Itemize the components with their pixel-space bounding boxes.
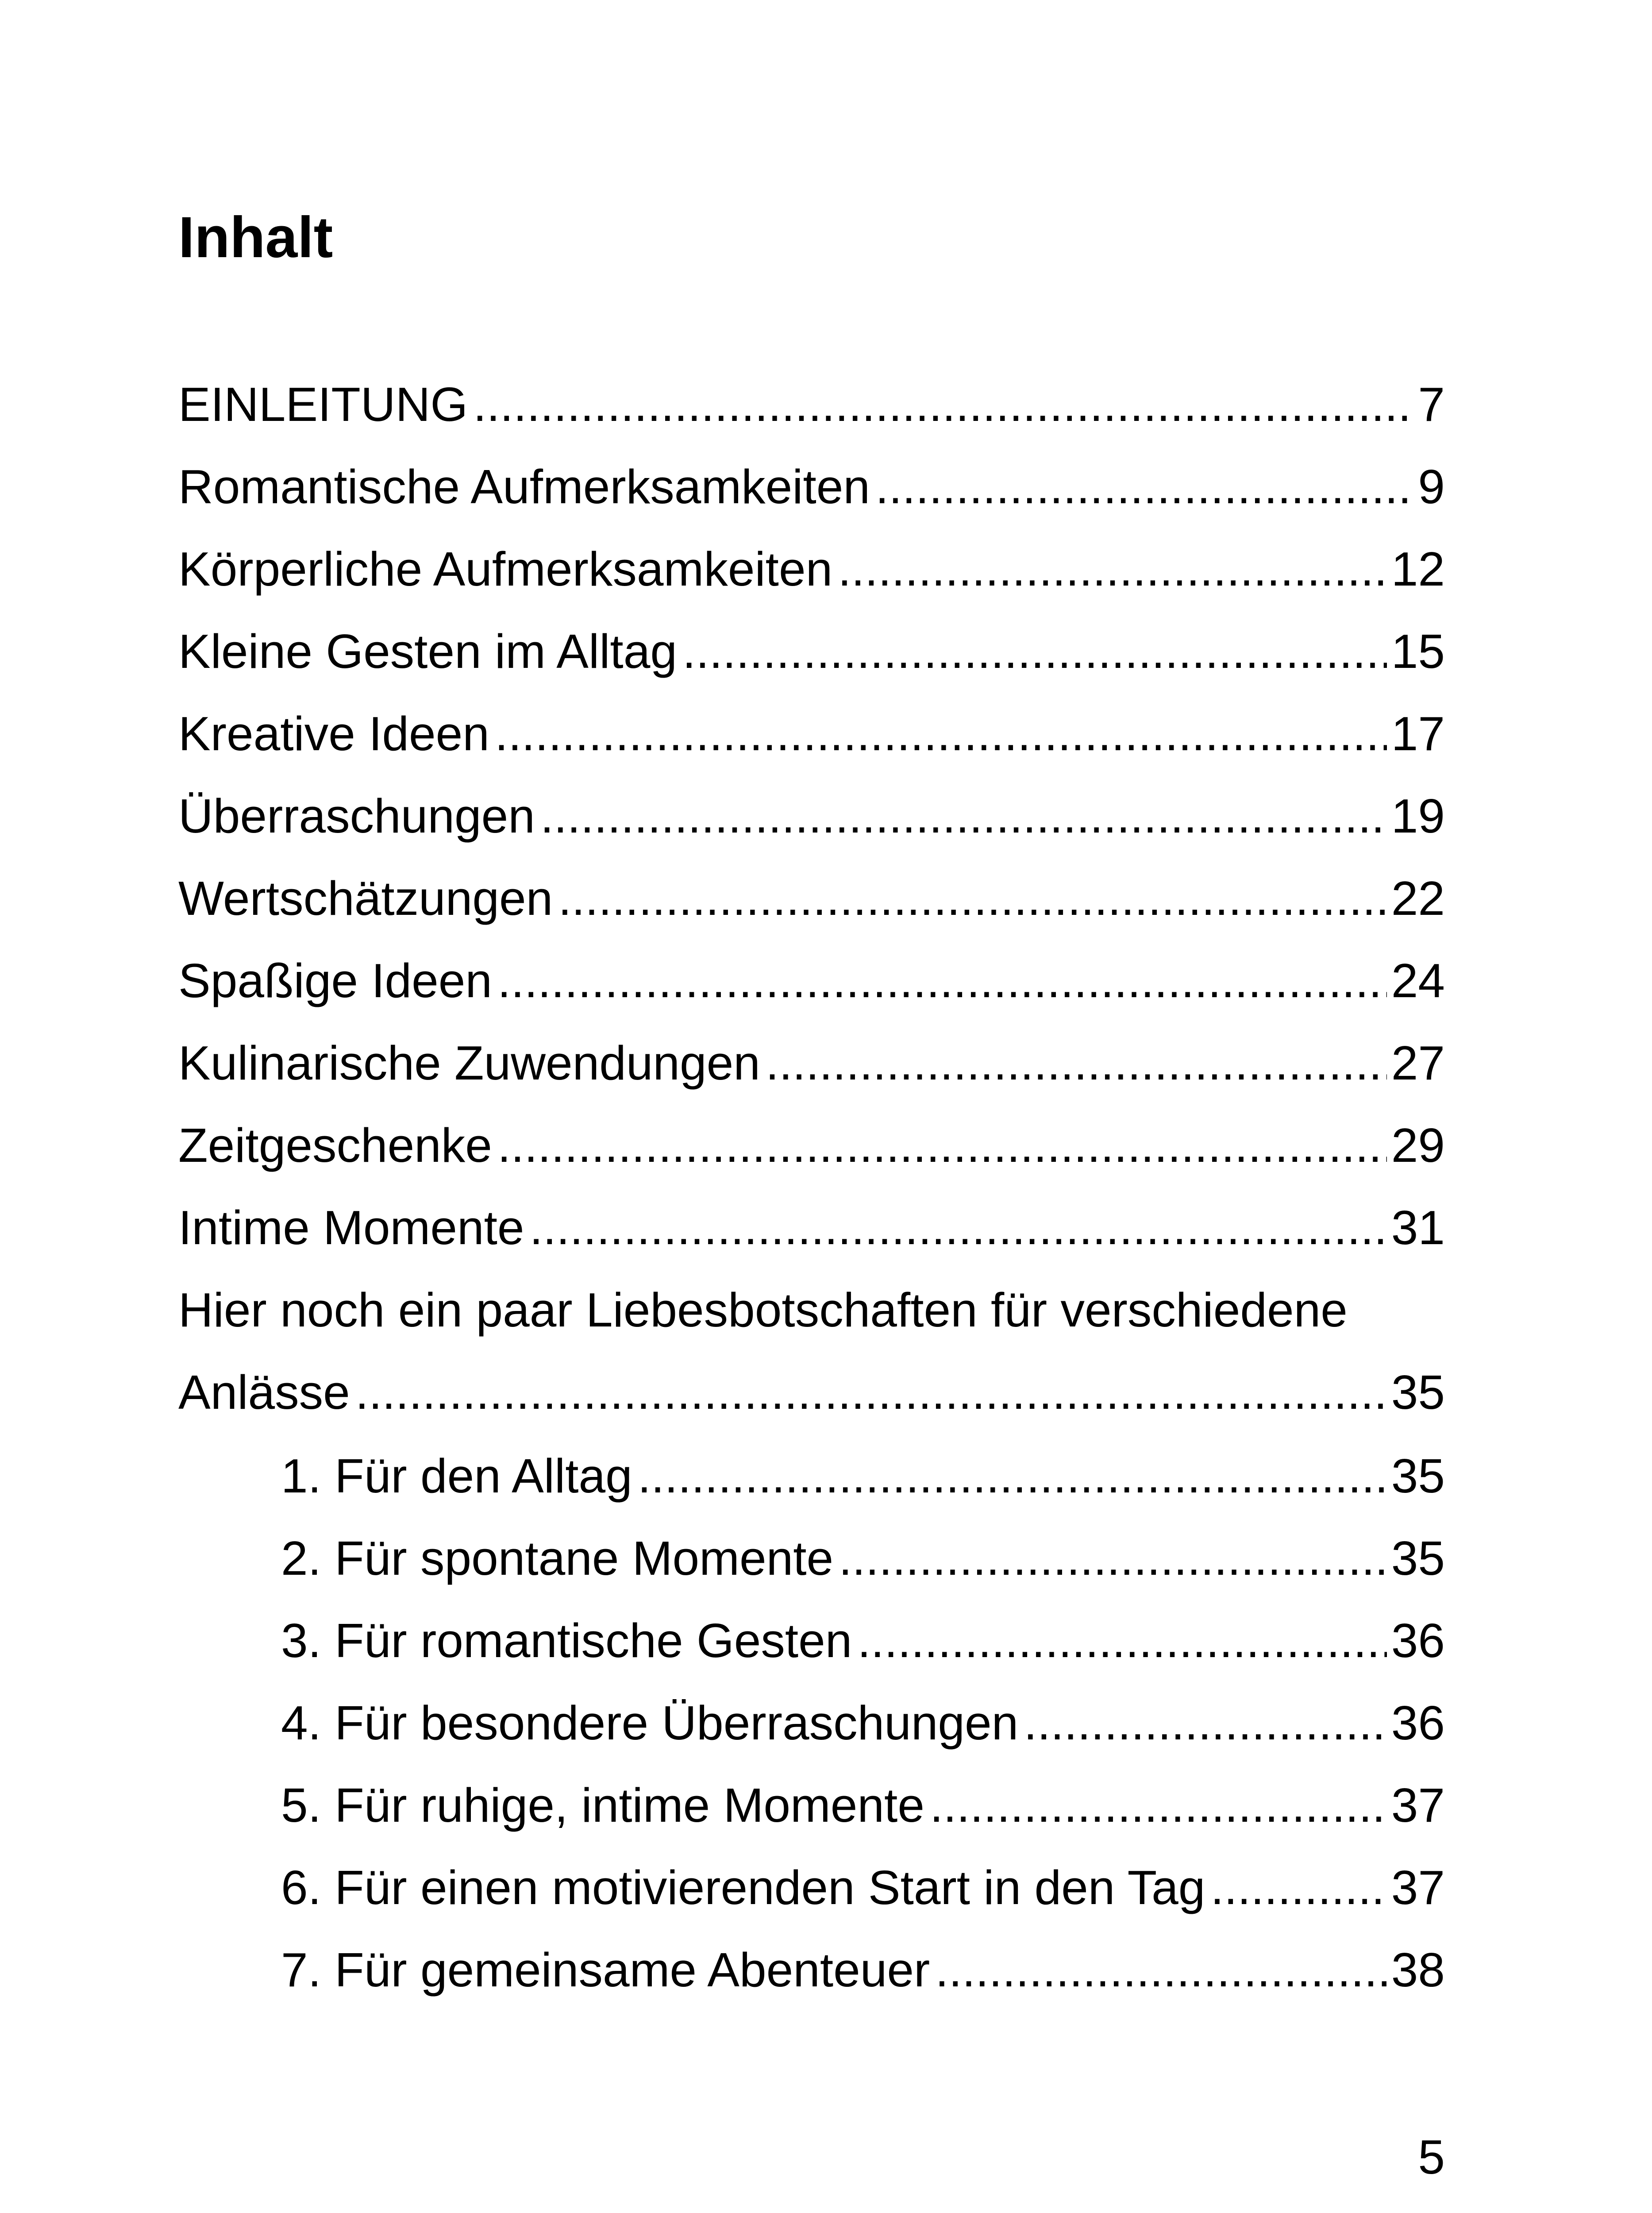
table-of-contents xyxy=(178,376,1445,2024)
dot-leader xyxy=(497,1122,1387,1170)
toc-entry xyxy=(178,541,1445,623)
toc-entry-title: EINLEITUNG xyxy=(178,378,468,432)
toc-entry xyxy=(178,706,1445,788)
page-number: 5 xyxy=(1418,2130,1445,2184)
toc-entry-title: Kreative Ideen xyxy=(178,707,489,761)
toc-subentry xyxy=(178,1612,1445,1695)
toc-entry xyxy=(178,870,1445,952)
toc-entry-title: Romantische Aufmerksamkeiten xyxy=(178,460,870,514)
toc-subentry-page: 36 xyxy=(1391,1696,1445,1750)
dot-leader xyxy=(875,463,1413,511)
toc-entry-title: Kleine Gesten im Alltag xyxy=(178,625,677,679)
toc-entry-page: 27 xyxy=(1391,1036,1445,1090)
toc-subentry-page: 35 xyxy=(1391,1531,1445,1585)
toc-subentry-title: 6. Für einen motivierenden Start in den Tag xyxy=(281,1861,1205,1915)
toc-subentry-title: 5. Für ruhige, intime Momente xyxy=(281,1778,924,1832)
dot-leader xyxy=(495,710,1387,758)
toc-entry xyxy=(178,459,1445,541)
toc-subentry-title: 7. Für gemeinsame Abenteuer xyxy=(281,1943,930,1997)
toc-subentry xyxy=(178,1695,1445,1777)
toc-subentry-page: 37 xyxy=(1391,1861,1445,1915)
dot-leader xyxy=(529,1204,1386,1252)
dot-leader xyxy=(839,1534,1387,1583)
toc-subentry xyxy=(178,1942,1445,2024)
toc-entry xyxy=(178,788,1445,870)
toc-subentry-title: 3. Für romantische Gesten xyxy=(281,1614,852,1668)
toc-entry-page: 22 xyxy=(1391,871,1445,925)
toc-subentry xyxy=(178,1448,1445,1530)
toc-entry-title: Körperliche Aufmerksamkeiten xyxy=(178,542,833,596)
toc-entry-page: 15 xyxy=(1391,625,1445,679)
dot-leader xyxy=(558,875,1387,923)
toc-entry-title: Kulinarische Zuwendungen xyxy=(178,1036,760,1090)
toc-entry-page: 31 xyxy=(1391,1201,1445,1255)
toc-entry-page: 12 xyxy=(1391,542,1445,596)
dot-leader xyxy=(935,1946,1386,1994)
toc-entry xyxy=(178,376,1445,459)
dot-leader xyxy=(473,381,1413,429)
toc-entry-title-line1: Hier noch ein paar Liebesbotschaften für verschiedene xyxy=(178,1283,1348,1337)
toc-entry-title: Spaßige Ideen xyxy=(178,954,493,1008)
dot-leader xyxy=(838,545,1387,594)
toc-subentry xyxy=(178,1777,1445,1859)
toc-entry-title: Zeitgeschenke xyxy=(178,1118,492,1172)
dot-leader xyxy=(638,1452,1387,1500)
dot-leader xyxy=(1210,1864,1386,1912)
toc-subentry-page: 37 xyxy=(1391,1778,1445,1832)
toc-subentry-page: 36 xyxy=(1391,1614,1445,1668)
toc-entry-title: Überraschungen xyxy=(178,789,535,843)
toc-entry-title: Intime Momente xyxy=(178,1201,524,1255)
toc-subentry-page: 38 xyxy=(1391,1943,1445,1997)
dot-leader xyxy=(1024,1699,1386,1747)
toc-entry xyxy=(178,1035,1445,1117)
toc-entry xyxy=(178,623,1445,706)
toc-subentry-title: 1. Für den Alltag xyxy=(281,1449,632,1503)
toc-entry-title: Wertschätzungen xyxy=(178,871,553,925)
toc-entry-title: Anlässe xyxy=(178,1365,350,1419)
dot-leader xyxy=(355,1369,1387,1417)
toc-entry-page: 7 xyxy=(1418,378,1445,432)
toc-entry-page: 9 xyxy=(1418,460,1445,514)
toc-entry xyxy=(178,1282,1445,1448)
toc-entry-page: 29 xyxy=(1391,1118,1445,1172)
toc-subentry-title: 4. Für besondere Überraschungen xyxy=(281,1696,1019,1750)
dot-leader xyxy=(540,792,1387,840)
dot-leader xyxy=(930,1781,1387,1830)
toc-entry xyxy=(178,1199,1445,1282)
toc-subentry-page: 35 xyxy=(1391,1449,1445,1503)
toc-subentry xyxy=(178,1859,1445,1942)
toc-subentry xyxy=(178,1530,1445,1612)
dot-leader xyxy=(857,1617,1386,1665)
toc-entry-page: 24 xyxy=(1391,954,1445,1008)
toc-subentry-title: 2. Für spontane Momente xyxy=(281,1531,834,1585)
dot-leader xyxy=(766,1039,1387,1087)
page-title: Inhalt xyxy=(178,204,333,270)
dot-leader xyxy=(497,957,1387,1005)
toc-entry-page: 19 xyxy=(1391,789,1445,843)
toc-entry-page: 35 xyxy=(1391,1365,1445,1419)
toc-entry xyxy=(178,1117,1445,1199)
toc-entry-page: 17 xyxy=(1391,707,1445,761)
dot-leader xyxy=(682,628,1387,676)
toc-entry xyxy=(178,952,1445,1035)
